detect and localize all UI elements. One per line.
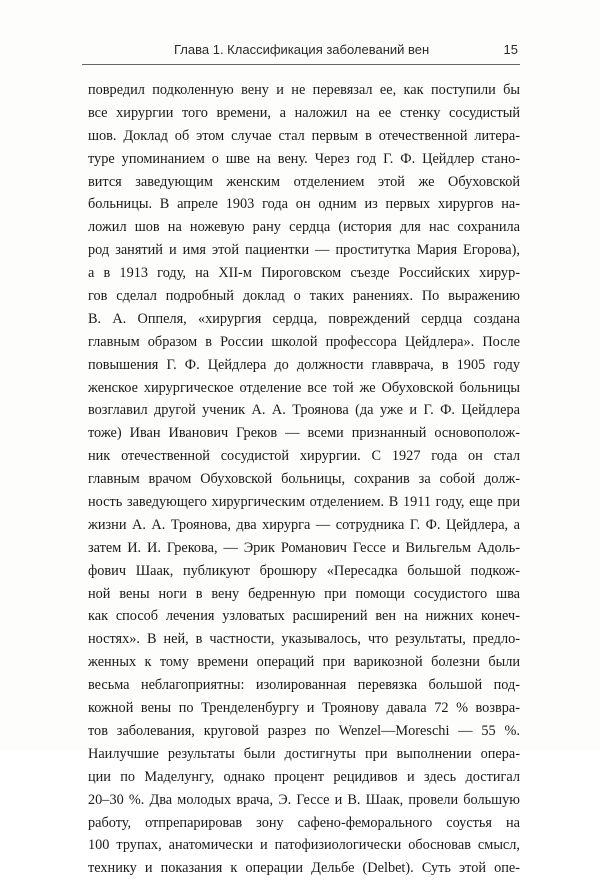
text-line: затем И. И. Грекова, — Эрик Романович Гессе и Вильгельм Адоль- bbox=[88, 539, 520, 556]
text-line: В. А. Оппеля, «хирургия сердца, повреждений сердца создана bbox=[88, 310, 520, 327]
text-line: как способ лечения узловатых расширений вен на нижних конеч- bbox=[88, 608, 520, 625]
text-line: повышения Г. Ф. Цейдлера до должности главврача, в 1905 году bbox=[88, 356, 520, 373]
text-line: больницы. В апреле 1903 года он одним из первых хирургов на- bbox=[88, 196, 520, 213]
text-line: женных к тому времени операций при варикозной болезни были bbox=[88, 654, 520, 671]
text-line: вится заведующим женским отделением этой же Обуховской bbox=[88, 173, 520, 190]
text-line: ностях». В ней, в частности, указывалось, что результаты, предло- bbox=[88, 631, 520, 648]
text-line: род занятий и имя этой пациентки — проститутка Мария Егорова), bbox=[88, 242, 520, 259]
text-line: технику и показания к операции Дельбе (Delbet). Суть этой опе- bbox=[88, 860, 520, 877]
body-text bbox=[88, 79, 520, 880]
text-line: ной вены ноги в вену бедренную при помощи сосудистого шва bbox=[88, 585, 520, 602]
text-line: тов заболевания, круговой разрез по Wenzel—Moreschi — 55 %. bbox=[88, 722, 520, 739]
text-line: гов сделал подробный доклад о таких ранениях. По выражению bbox=[88, 288, 520, 305]
text-line: ложил шов на ножевую рану сердца (история для нас сохранила bbox=[88, 219, 520, 236]
text-line: повредил подколенную вену и не перевязал ее, как поступили бы bbox=[88, 82, 520, 98]
text-line: туре упоминанием о шве на вену. Через год Г. Ф. Цейдлер стано- bbox=[88, 150, 520, 167]
text-line: 100 трупах, анатомически и патофизиологически обосновав смысл, bbox=[88, 837, 520, 854]
text-line: весьма неблагоприятны: изолированная перевязка большой под- bbox=[88, 677, 520, 694]
text-line: 20–30 %. Два молодых врача, Э. Гессе и В. Шаак, провели большую bbox=[88, 791, 520, 808]
text-line: женское хирургическое отделение все той же Обуховской больницы bbox=[88, 379, 520, 396]
running-head bbox=[82, 38, 520, 62]
text-line: жизни А. А. Троянова, два хирурга — сотрудника Г. Ф. Цейдлера, а bbox=[88, 516, 520, 533]
text-line: шов. Доклад об этом случае стал первым в отечественной литера- bbox=[88, 127, 520, 144]
text-line: кожной вены по Тренделенбургу и Троянову давала 72 % возвра- bbox=[88, 700, 520, 717]
text-line: а в 1913 году, на XII-м Пироговском съезде Российских хирур- bbox=[88, 265, 520, 282]
running-title: Глава 1. Классификация заболеваний вен bbox=[174, 42, 430, 57]
text-line: ции по Маделунгу, однако процент рецидивов и здесь достигал bbox=[88, 768, 520, 785]
text-line: Наилучшие результаты были достигнуты при выполнении опера- bbox=[88, 745, 520, 762]
text-line: фович Шаак, публикуют брошюру «Пересадка большой подкож- bbox=[88, 562, 520, 579]
text-line: ность заведующего хирургическим отделением. В 1911 году, еще при bbox=[88, 494, 520, 511]
header-divider bbox=[82, 64, 520, 65]
text-line: работу, отпрепарировав зону сафено-феморального соустья на bbox=[88, 814, 520, 831]
text-line: главным образом в России школой профессора Цейдлера». После bbox=[88, 333, 520, 350]
text-line: все хирургии того времени, а наложил на ее стенку сосудистый bbox=[88, 104, 520, 121]
text-line: главным врачом Обуховской больницы, сохранив за собой долж- bbox=[88, 471, 520, 488]
text-line: возглавил другой ученик А. А. Троянова (да уже и Г. Ф. Цейдлера bbox=[88, 402, 520, 419]
text-line: тоже) Иван Иванович Греков — всеми признанный основополож- bbox=[88, 425, 520, 442]
page-number: 15 bbox=[503, 42, 518, 57]
text-line: ник отечественной сосудистой хирургии. С 1927 года он стал bbox=[88, 448, 520, 465]
